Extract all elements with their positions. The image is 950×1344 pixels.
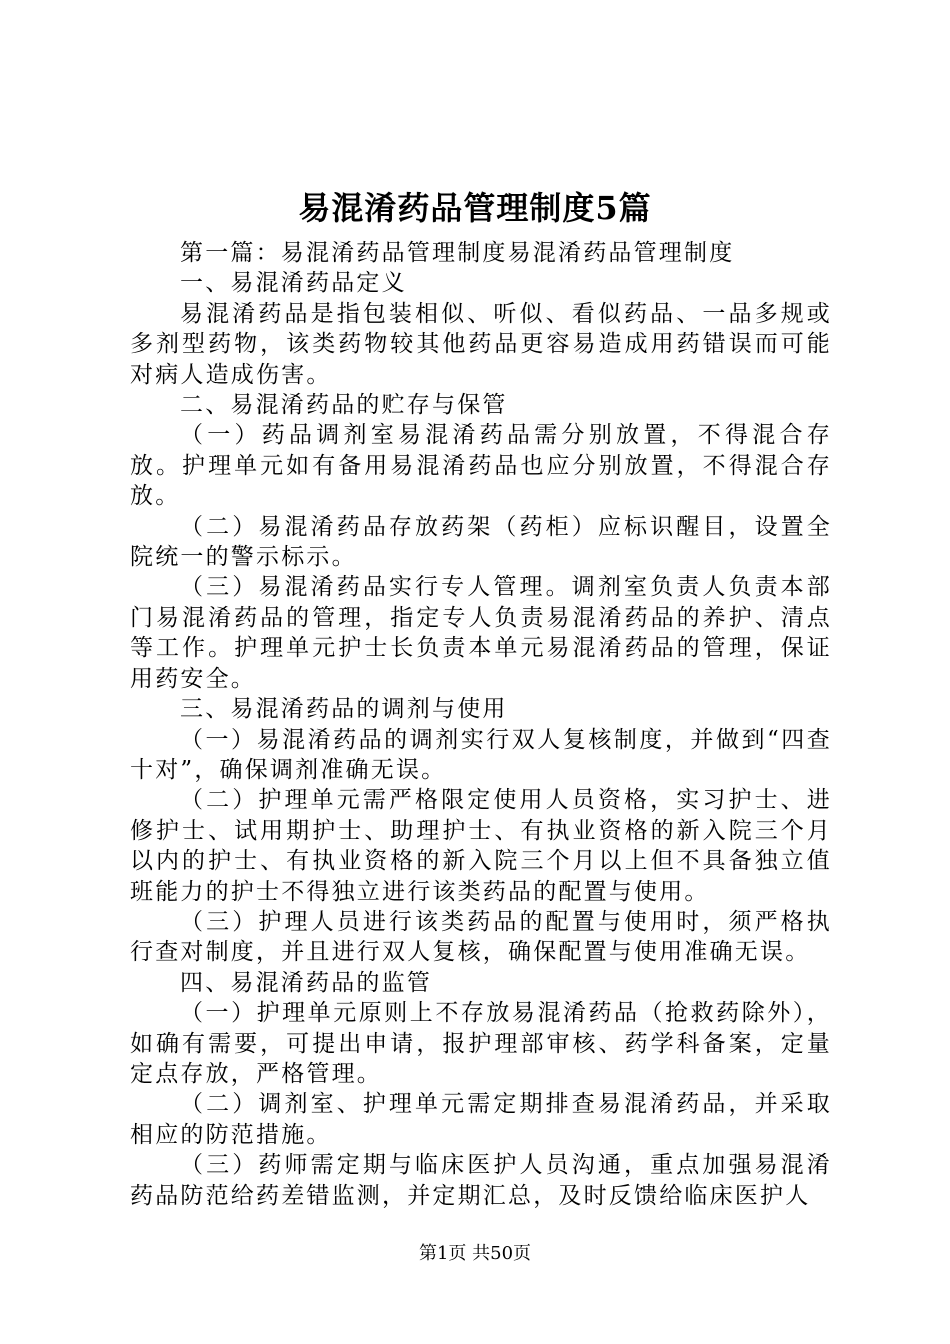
section-heading: 一、易混淆药品定义 — [180, 270, 407, 297]
section-heading: 三、易混淆药品的调剂与使用 — [180, 696, 508, 723]
body-paragraph: 易混淆药品是指包装相似、听似、看似药品、一品多规或多剂型药物，该类药物较其他药品更容易造成用药错误而可能对病人造成伤害。 — [130, 300, 832, 388]
body-paragraph: （二）易混淆药品存放药架（药柜）应标识醒目，设置全院统一的警示标示。 — [130, 513, 832, 571]
document-body — [130, 238, 832, 1211]
page-footer: 第1页 共50页 — [418, 1243, 532, 1264]
body-paragraph: （一）易混淆药品的调剂实行双人复核制度，并做到“四查十对”，确保调剂准确无误。 — [130, 726, 832, 783]
section-heading: 第一篇：易混淆药品管理制度易混淆药品管理制度 — [180, 240, 735, 266]
body-paragraph: （二）护理单元需严格限定使用人员资格，实习护士、进修护士、试用期护士、助理护士、有执业资格的新入院三个月以内的护士、有执业资格的新入院三个月以上但不具备独立值班能力的护士不得独立进行该类药品的配置与使用。 — [130, 787, 832, 905]
body-paragraph: （三）易混淆药品实行专人管理。调剂室负责人负责本部门易混淆药品的管理，指定专人负责易混淆药品的养护、清点等工作。护理单元护士长负责本单元易混淆药品的管理，保证用药安全。 — [130, 574, 832, 692]
document-title: 易混淆药品管理制度5篇 — [298, 189, 652, 227]
body-paragraph: （一）药品调剂室易混淆药品需分别放置，不得混合存放。护理单元如有备用易混淆药品也应分别放置，不得混合存放。 — [130, 422, 832, 510]
body-paragraph: （三）护理人员进行该类药品的配置与使用时，须严格执行查对制度，并且进行双人复核，确保配置与使用准确无误。 — [130, 908, 832, 966]
section-heading: 二、易混淆药品的贮存与保管 — [180, 392, 508, 419]
body-paragraph: （一）护理单元原则上不存放易混淆药品（抢救药除外），如确有需要，可提出申请，报护理部审核、药学科备案，定量定点存放，严格管理。 — [130, 1000, 832, 1087]
body-paragraph: （三）药师需定期与临床医护人员沟通，重点加强易混淆药品防范给药差错监测，并定期汇总，及时反馈给临床医护人 — [130, 1152, 832, 1209]
section-heading: 四、易混淆药品的监管 — [180, 969, 432, 996]
body-paragraph: （二）调剂室、护理单元需定期排查易混淆药品，并采取相应的防范措施。 — [130, 1091, 832, 1148]
